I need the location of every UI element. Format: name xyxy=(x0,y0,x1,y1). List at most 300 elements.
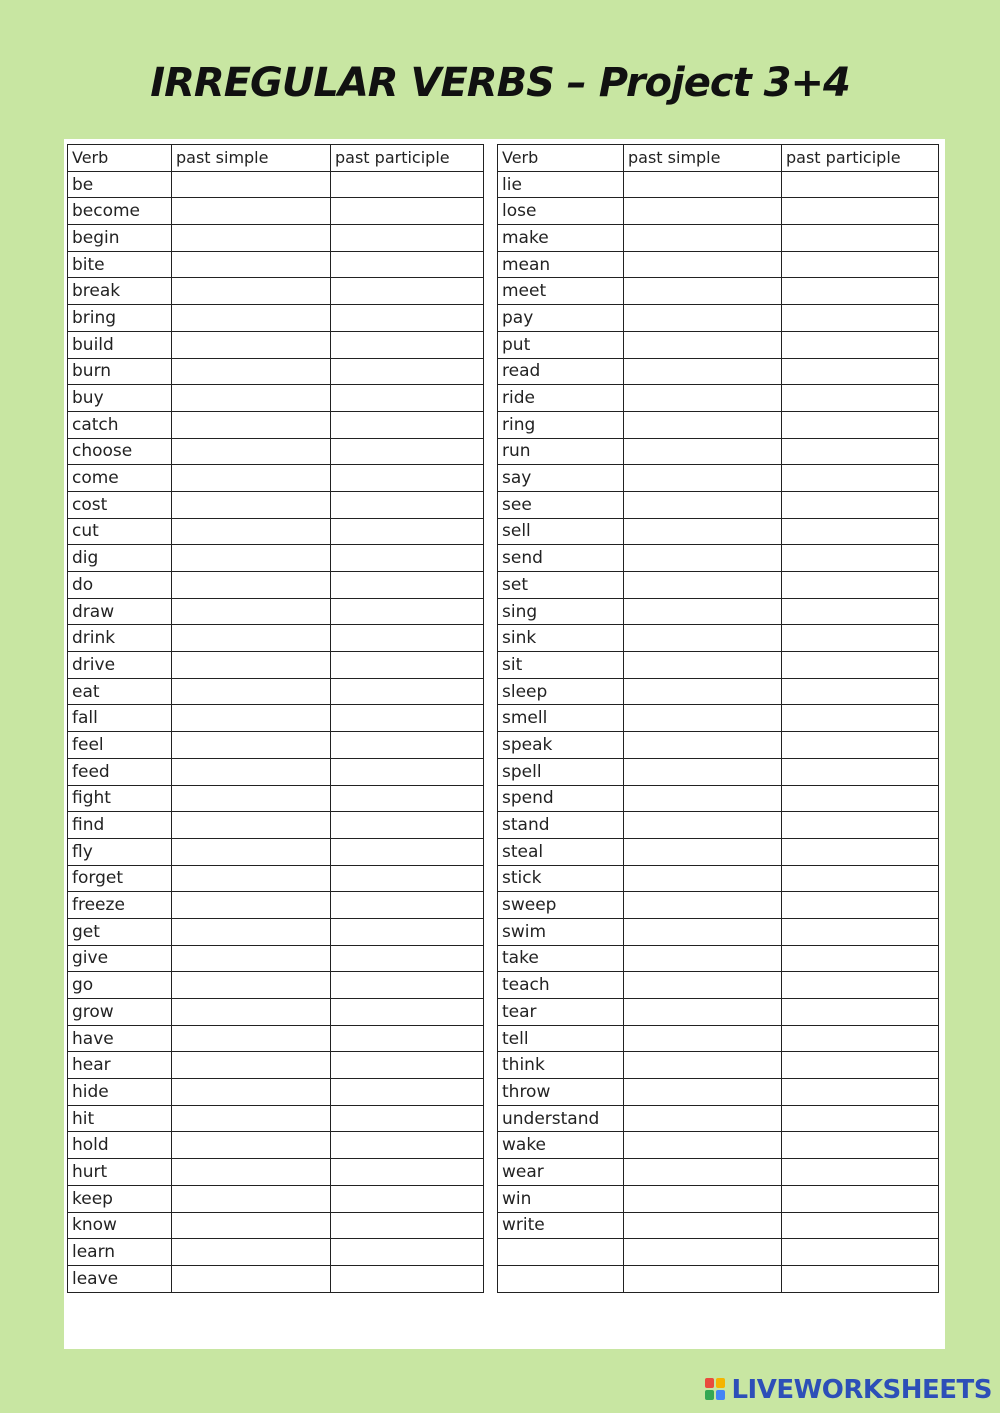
past-simple-answer-cell[interactable] xyxy=(624,652,782,679)
verb-cell xyxy=(498,1265,624,1292)
table-row xyxy=(68,1052,484,1079)
past-participle-answer-cell[interactable] xyxy=(782,945,939,972)
past-participle-answer-cell[interactable] xyxy=(782,411,939,438)
past-participle-answer-cell[interactable] xyxy=(331,785,484,812)
past-participle-answer-cell[interactable] xyxy=(782,812,939,839)
past-participle-answer-cell[interactable] xyxy=(782,732,939,759)
past-participle-answer-cell[interactable] xyxy=(331,892,484,919)
past-simple-answer-cell[interactable] xyxy=(172,625,331,652)
table-row xyxy=(68,411,484,438)
table-row xyxy=(68,838,484,865)
past-participle-answer-cell[interactable] xyxy=(331,1052,484,1079)
past-simple-answer-cell[interactable] xyxy=(624,171,782,198)
past-participle-answer-cell[interactable] xyxy=(782,865,939,892)
verb-cell: bring xyxy=(68,305,172,332)
table-row xyxy=(68,518,484,545)
past-participle-answer-cell[interactable] xyxy=(331,705,484,732)
verb-cell: win xyxy=(498,1185,624,1212)
table-row xyxy=(498,758,939,785)
past-simple-answer-cell[interactable] xyxy=(172,171,331,198)
past-simple-answer-cell[interactable] xyxy=(172,678,331,705)
past-participle-answer-cell[interactable] xyxy=(782,625,939,652)
verb-cell: put xyxy=(498,331,624,358)
verb-cell: forget xyxy=(68,865,172,892)
table-row xyxy=(68,625,484,652)
column-header: past participle xyxy=(331,145,484,172)
past-simple-answer-cell[interactable] xyxy=(624,225,782,252)
verb-cell: eat xyxy=(68,678,172,705)
past-participle-answer-cell[interactable] xyxy=(331,331,484,358)
verb-cell: be xyxy=(68,171,172,198)
past-simple-answer-cell[interactable] xyxy=(624,1212,782,1239)
table-row xyxy=(68,598,484,625)
past-simple-answer-cell[interactable] xyxy=(172,972,331,999)
table-row xyxy=(498,1052,939,1079)
past-simple-answer-cell[interactable] xyxy=(172,598,331,625)
past-simple-answer-cell[interactable] xyxy=(624,1079,782,1106)
table-row xyxy=(498,625,939,652)
past-simple-answer-cell[interactable] xyxy=(172,1212,331,1239)
verb-cell: ride xyxy=(498,385,624,412)
past-participle-answer-cell[interactable] xyxy=(331,999,484,1026)
verb-cell: wear xyxy=(498,1159,624,1186)
table-row xyxy=(498,358,939,385)
table-row xyxy=(498,251,939,278)
past-simple-answer-cell[interactable] xyxy=(172,278,331,305)
past-simple-answer-cell[interactable] xyxy=(624,411,782,438)
past-participle-answer-cell[interactable] xyxy=(331,652,484,679)
past-simple-answer-cell[interactable] xyxy=(172,251,331,278)
verb-cell: go xyxy=(68,972,172,999)
past-participle-answer-cell[interactable] xyxy=(782,598,939,625)
past-simple-answer-cell[interactable] xyxy=(624,1052,782,1079)
verb-cell: smell xyxy=(498,705,624,732)
past-participle-answer-cell[interactable] xyxy=(782,838,939,865)
past-participle-answer-cell[interactable] xyxy=(331,358,484,385)
verb-cell: lie xyxy=(498,171,624,198)
past-participle-answer-cell[interactable] xyxy=(331,1025,484,1052)
past-simple-answer-cell[interactable] xyxy=(624,892,782,919)
past-participle-answer-cell[interactable] xyxy=(782,1159,939,1186)
table-row xyxy=(68,171,484,198)
past-participle-answer-cell[interactable] xyxy=(782,758,939,785)
verb-cell: see xyxy=(498,491,624,518)
past-participle-answer-cell[interactable] xyxy=(331,625,484,652)
past-participle-answer-cell[interactable] xyxy=(331,865,484,892)
table-row xyxy=(498,838,939,865)
past-simple-answer-cell[interactable] xyxy=(624,625,782,652)
past-simple-answer-cell[interactable] xyxy=(624,305,782,332)
past-simple-answer-cell[interactable] xyxy=(172,438,331,465)
past-simple-answer-cell[interactable] xyxy=(172,1052,331,1079)
past-participle-answer-cell[interactable] xyxy=(782,385,939,412)
table-row xyxy=(498,892,939,919)
table-row xyxy=(68,652,484,679)
past-simple-answer-cell[interactable] xyxy=(624,972,782,999)
past-simple-answer-cell[interactable] xyxy=(172,572,331,599)
verb-cell: meet xyxy=(498,278,624,305)
past-simple-answer-cell[interactable] xyxy=(624,918,782,945)
table-row xyxy=(68,572,484,599)
past-participle-answer-cell[interactable] xyxy=(331,1079,484,1106)
past-simple-answer-cell[interactable] xyxy=(172,545,331,572)
past-simple-answer-cell[interactable] xyxy=(172,892,331,919)
past-participle-answer-cell[interactable] xyxy=(331,572,484,599)
past-participle-answer-cell[interactable] xyxy=(782,1212,939,1239)
table-row xyxy=(68,331,484,358)
column-header: past participle xyxy=(782,145,939,172)
past-simple-answer-cell[interactable] xyxy=(624,1185,782,1212)
past-participle-answer-cell[interactable] xyxy=(782,652,939,679)
past-participle-answer-cell[interactable] xyxy=(331,1105,484,1132)
past-participle-answer-cell[interactable] xyxy=(782,892,939,919)
table-row xyxy=(68,1265,484,1292)
verb-table-right xyxy=(497,144,939,1293)
past-participle-answer-cell[interactable] xyxy=(782,198,939,225)
past-participle-answer-cell[interactable] xyxy=(331,1159,484,1186)
table-row xyxy=(68,945,484,972)
verb-cell: sweep xyxy=(498,892,624,919)
table-row xyxy=(498,1105,939,1132)
past-simple-answer-cell[interactable] xyxy=(624,572,782,599)
table-row xyxy=(68,1212,484,1239)
past-simple-answer-cell[interactable] xyxy=(172,785,331,812)
table-row xyxy=(68,545,484,572)
past-simple-answer-cell[interactable] xyxy=(172,411,331,438)
verb-cell: keep xyxy=(68,1185,172,1212)
table-row xyxy=(68,1185,484,1212)
verb-cell: freeze xyxy=(68,892,172,919)
past-simple-answer-cell[interactable] xyxy=(172,331,331,358)
past-participle-answer-cell[interactable] xyxy=(782,1239,939,1266)
past-participle-answer-cell[interactable] xyxy=(782,278,939,305)
table-row xyxy=(498,331,939,358)
past-simple-answer-cell[interactable] xyxy=(624,945,782,972)
verb-cell: think xyxy=(498,1052,624,1079)
verb-cell: stand xyxy=(498,812,624,839)
past-participle-answer-cell[interactable] xyxy=(782,545,939,572)
past-simple-answer-cell[interactable] xyxy=(172,225,331,252)
verb-cell: draw xyxy=(68,598,172,625)
verb-cell: find xyxy=(68,812,172,839)
verb-cell: run xyxy=(498,438,624,465)
column-header: Verb xyxy=(68,145,172,172)
past-simple-answer-cell[interactable] xyxy=(624,705,782,732)
past-participle-answer-cell[interactable] xyxy=(331,758,484,785)
past-participle-answer-cell[interactable] xyxy=(782,438,939,465)
past-simple-answer-cell[interactable] xyxy=(624,278,782,305)
past-participle-answer-cell[interactable] xyxy=(782,572,939,599)
verb-cell: set xyxy=(498,572,624,599)
verb-cell: build xyxy=(68,331,172,358)
past-simple-answer-cell[interactable] xyxy=(172,652,331,679)
table-row xyxy=(68,278,484,305)
past-participle-answer-cell[interactable] xyxy=(331,198,484,225)
table-row xyxy=(498,465,939,492)
verb-cell: hurt xyxy=(68,1159,172,1186)
verb-cell: have xyxy=(68,1025,172,1052)
verb-cell xyxy=(498,1239,624,1266)
past-simple-answer-cell[interactable] xyxy=(172,491,331,518)
table-row xyxy=(498,491,939,518)
worksheet xyxy=(64,139,945,1349)
verb-cell: steal xyxy=(498,838,624,865)
past-simple-answer-cell[interactable] xyxy=(624,331,782,358)
verb-cell: make xyxy=(498,225,624,252)
past-participle-answer-cell[interactable] xyxy=(331,678,484,705)
past-participle-answer-cell[interactable] xyxy=(331,465,484,492)
column-header: past simple xyxy=(624,145,782,172)
verb-cell: lose xyxy=(498,198,624,225)
past-participle-answer-cell[interactable] xyxy=(782,331,939,358)
past-participle-answer-cell[interactable] xyxy=(331,225,484,252)
table-row xyxy=(498,678,939,705)
past-participle-answer-cell[interactable] xyxy=(782,1052,939,1079)
table-row xyxy=(68,785,484,812)
past-participle-answer-cell[interactable] xyxy=(782,705,939,732)
table-row xyxy=(68,438,484,465)
table-row xyxy=(498,518,939,545)
past-simple-answer-cell[interactable] xyxy=(624,758,782,785)
table-row xyxy=(498,652,939,679)
past-participle-answer-cell[interactable] xyxy=(331,491,484,518)
past-participle-answer-cell[interactable] xyxy=(782,918,939,945)
verb-cell: begin xyxy=(68,225,172,252)
table-row xyxy=(68,892,484,919)
past-simple-answer-cell[interactable] xyxy=(172,358,331,385)
past-simple-answer-cell[interactable] xyxy=(172,999,331,1026)
verb-cell: sell xyxy=(498,518,624,545)
past-participle-answer-cell[interactable] xyxy=(782,1132,939,1159)
past-participle-answer-cell[interactable] xyxy=(331,1212,484,1239)
table-row xyxy=(68,732,484,759)
verb-cell: stick xyxy=(498,865,624,892)
table-row xyxy=(68,812,484,839)
past-simple-answer-cell[interactable] xyxy=(172,945,331,972)
past-simple-answer-cell[interactable] xyxy=(624,1265,782,1292)
past-simple-answer-cell[interactable] xyxy=(172,758,331,785)
table-row xyxy=(68,385,484,412)
past-simple-answer-cell[interactable] xyxy=(624,491,782,518)
table-row xyxy=(498,171,939,198)
past-simple-answer-cell[interactable] xyxy=(624,999,782,1026)
table-row xyxy=(498,732,939,759)
verb-cell: feed xyxy=(68,758,172,785)
past-simple-answer-cell[interactable] xyxy=(172,918,331,945)
past-simple-answer-cell[interactable] xyxy=(172,838,331,865)
verb-cell: swim xyxy=(498,918,624,945)
verb-cell: wake xyxy=(498,1132,624,1159)
past-participle-answer-cell[interactable] xyxy=(331,972,484,999)
past-participle-answer-cell[interactable] xyxy=(782,1105,939,1132)
table-row xyxy=(68,305,484,332)
verb-cell: spend xyxy=(498,785,624,812)
verb-cell: mean xyxy=(498,251,624,278)
verb-cell: hit xyxy=(68,1105,172,1132)
verb-cell: break xyxy=(68,278,172,305)
table-row xyxy=(498,598,939,625)
verb-cell: tear xyxy=(498,999,624,1026)
table-row xyxy=(68,1105,484,1132)
verb-cell: hold xyxy=(68,1132,172,1159)
past-participle-answer-cell[interactable] xyxy=(782,1025,939,1052)
past-simple-answer-cell[interactable] xyxy=(172,1105,331,1132)
past-simple-answer-cell[interactable] xyxy=(172,465,331,492)
past-participle-answer-cell[interactable] xyxy=(782,1265,939,1292)
past-participle-answer-cell[interactable] xyxy=(331,918,484,945)
past-participle-answer-cell[interactable] xyxy=(331,1185,484,1212)
past-simple-answer-cell[interactable] xyxy=(624,465,782,492)
past-simple-answer-cell[interactable] xyxy=(624,438,782,465)
verb-table-left xyxy=(67,144,484,1293)
past-participle-answer-cell[interactable] xyxy=(331,171,484,198)
past-participle-answer-cell[interactable] xyxy=(782,785,939,812)
past-simple-answer-cell[interactable] xyxy=(172,1185,331,1212)
past-participle-answer-cell[interactable] xyxy=(782,518,939,545)
table-row xyxy=(68,251,484,278)
past-participle-answer-cell[interactable] xyxy=(331,812,484,839)
past-participle-answer-cell[interactable] xyxy=(782,1079,939,1106)
past-simple-answer-cell[interactable] xyxy=(624,1105,782,1132)
past-participle-answer-cell[interactable] xyxy=(331,1132,484,1159)
verb-cell: choose xyxy=(68,438,172,465)
past-simple-answer-cell[interactable] xyxy=(172,198,331,225)
table-row xyxy=(68,918,484,945)
liveworksheets-logo xyxy=(705,1375,992,1405)
past-participle-answer-cell[interactable] xyxy=(331,438,484,465)
past-simple-answer-cell[interactable] xyxy=(624,598,782,625)
page-title: IRREGULAR VERBS – Project 3+4 xyxy=(150,60,850,106)
past-simple-answer-cell[interactable] xyxy=(624,251,782,278)
past-simple-answer-cell[interactable] xyxy=(624,545,782,572)
verb-cell: leave xyxy=(68,1265,172,1292)
past-participle-answer-cell[interactable] xyxy=(331,251,484,278)
past-participle-answer-cell[interactable] xyxy=(782,465,939,492)
verb-cell: sit xyxy=(498,652,624,679)
past-simple-answer-cell[interactable] xyxy=(172,518,331,545)
past-simple-answer-cell[interactable] xyxy=(172,1159,331,1186)
past-simple-answer-cell[interactable] xyxy=(624,678,782,705)
verb-cell: give xyxy=(68,945,172,972)
past-simple-answer-cell[interactable] xyxy=(624,865,782,892)
past-simple-answer-cell[interactable] xyxy=(624,1159,782,1186)
verb-cell: take xyxy=(498,945,624,972)
past-participle-answer-cell[interactable] xyxy=(782,491,939,518)
verb-cell: ring xyxy=(498,411,624,438)
past-participle-answer-cell[interactable] xyxy=(331,1239,484,1266)
past-simple-answer-cell[interactable] xyxy=(624,198,782,225)
table-row xyxy=(498,972,939,999)
past-simple-answer-cell[interactable] xyxy=(624,732,782,759)
past-simple-answer-cell[interactable] xyxy=(172,1079,331,1106)
column-header: Verb xyxy=(498,145,624,172)
past-participle-answer-cell[interactable] xyxy=(782,1185,939,1212)
verb-cell: drink xyxy=(68,625,172,652)
past-participle-answer-cell[interactable] xyxy=(331,732,484,759)
past-simple-answer-cell[interactable] xyxy=(172,732,331,759)
past-simple-answer-cell[interactable] xyxy=(172,385,331,412)
verb-cell: send xyxy=(498,545,624,572)
past-participle-answer-cell[interactable] xyxy=(331,1265,484,1292)
past-participle-answer-cell[interactable] xyxy=(331,838,484,865)
table-row xyxy=(68,678,484,705)
past-participle-answer-cell[interactable] xyxy=(331,545,484,572)
table-row xyxy=(68,972,484,999)
past-simple-answer-cell[interactable] xyxy=(624,812,782,839)
table-row xyxy=(498,198,939,225)
past-simple-answer-cell[interactable] xyxy=(172,812,331,839)
table-row xyxy=(68,705,484,732)
table-row xyxy=(68,1132,484,1159)
verb-cell: fall xyxy=(68,705,172,732)
table-row xyxy=(68,1079,484,1106)
past-participle-answer-cell[interactable] xyxy=(331,305,484,332)
table-row xyxy=(498,1025,939,1052)
past-simple-answer-cell[interactable] xyxy=(624,358,782,385)
past-simple-answer-cell[interactable] xyxy=(624,1132,782,1159)
past-participle-answer-cell[interactable] xyxy=(331,411,484,438)
table-row xyxy=(498,305,939,332)
past-simple-answer-cell[interactable] xyxy=(172,305,331,332)
table-row xyxy=(498,1212,939,1239)
past-participle-answer-cell[interactable] xyxy=(782,225,939,252)
verb-cell: understand xyxy=(498,1105,624,1132)
table-header-row xyxy=(498,145,939,172)
verb-cell: cost xyxy=(68,491,172,518)
past-simple-answer-cell[interactable] xyxy=(624,1239,782,1266)
past-participle-answer-cell[interactable] xyxy=(782,972,939,999)
past-participle-answer-cell[interactable] xyxy=(782,358,939,385)
past-simple-answer-cell[interactable] xyxy=(624,1025,782,1052)
past-participle-answer-cell[interactable] xyxy=(331,945,484,972)
past-simple-answer-cell[interactable] xyxy=(624,838,782,865)
verb-cell: buy xyxy=(68,385,172,412)
table-row xyxy=(68,491,484,518)
past-participle-answer-cell[interactable] xyxy=(782,678,939,705)
verb-cell: pay xyxy=(498,305,624,332)
past-participle-answer-cell[interactable] xyxy=(782,305,939,332)
past-simple-answer-cell[interactable] xyxy=(624,518,782,545)
table-row xyxy=(498,945,939,972)
verb-cell: burn xyxy=(68,358,172,385)
verb-cell: tell xyxy=(498,1025,624,1052)
past-simple-answer-cell[interactable] xyxy=(172,1132,331,1159)
past-participle-answer-cell[interactable] xyxy=(331,278,484,305)
table-header-row xyxy=(68,145,484,172)
verb-cell: read xyxy=(498,358,624,385)
past-simple-answer-cell[interactable] xyxy=(172,1025,331,1052)
past-simple-answer-cell[interactable] xyxy=(172,705,331,732)
table-row xyxy=(498,572,939,599)
past-simple-answer-cell[interactable] xyxy=(172,1265,331,1292)
table-row xyxy=(68,758,484,785)
table-row xyxy=(498,411,939,438)
verb-cell: catch xyxy=(68,411,172,438)
past-participle-answer-cell[interactable] xyxy=(331,598,484,625)
past-participle-answer-cell[interactable] xyxy=(331,385,484,412)
past-participle-answer-cell[interactable] xyxy=(782,251,939,278)
past-simple-answer-cell[interactable] xyxy=(172,1239,331,1266)
past-simple-answer-cell[interactable] xyxy=(624,785,782,812)
past-simple-answer-cell[interactable] xyxy=(624,385,782,412)
past-simple-answer-cell[interactable] xyxy=(172,865,331,892)
table-row xyxy=(498,385,939,412)
past-participle-answer-cell[interactable] xyxy=(331,518,484,545)
past-participle-answer-cell[interactable] xyxy=(782,171,939,198)
table-row xyxy=(498,918,939,945)
liveworksheets-logo-icon xyxy=(705,1378,727,1402)
past-participle-answer-cell[interactable] xyxy=(782,999,939,1026)
